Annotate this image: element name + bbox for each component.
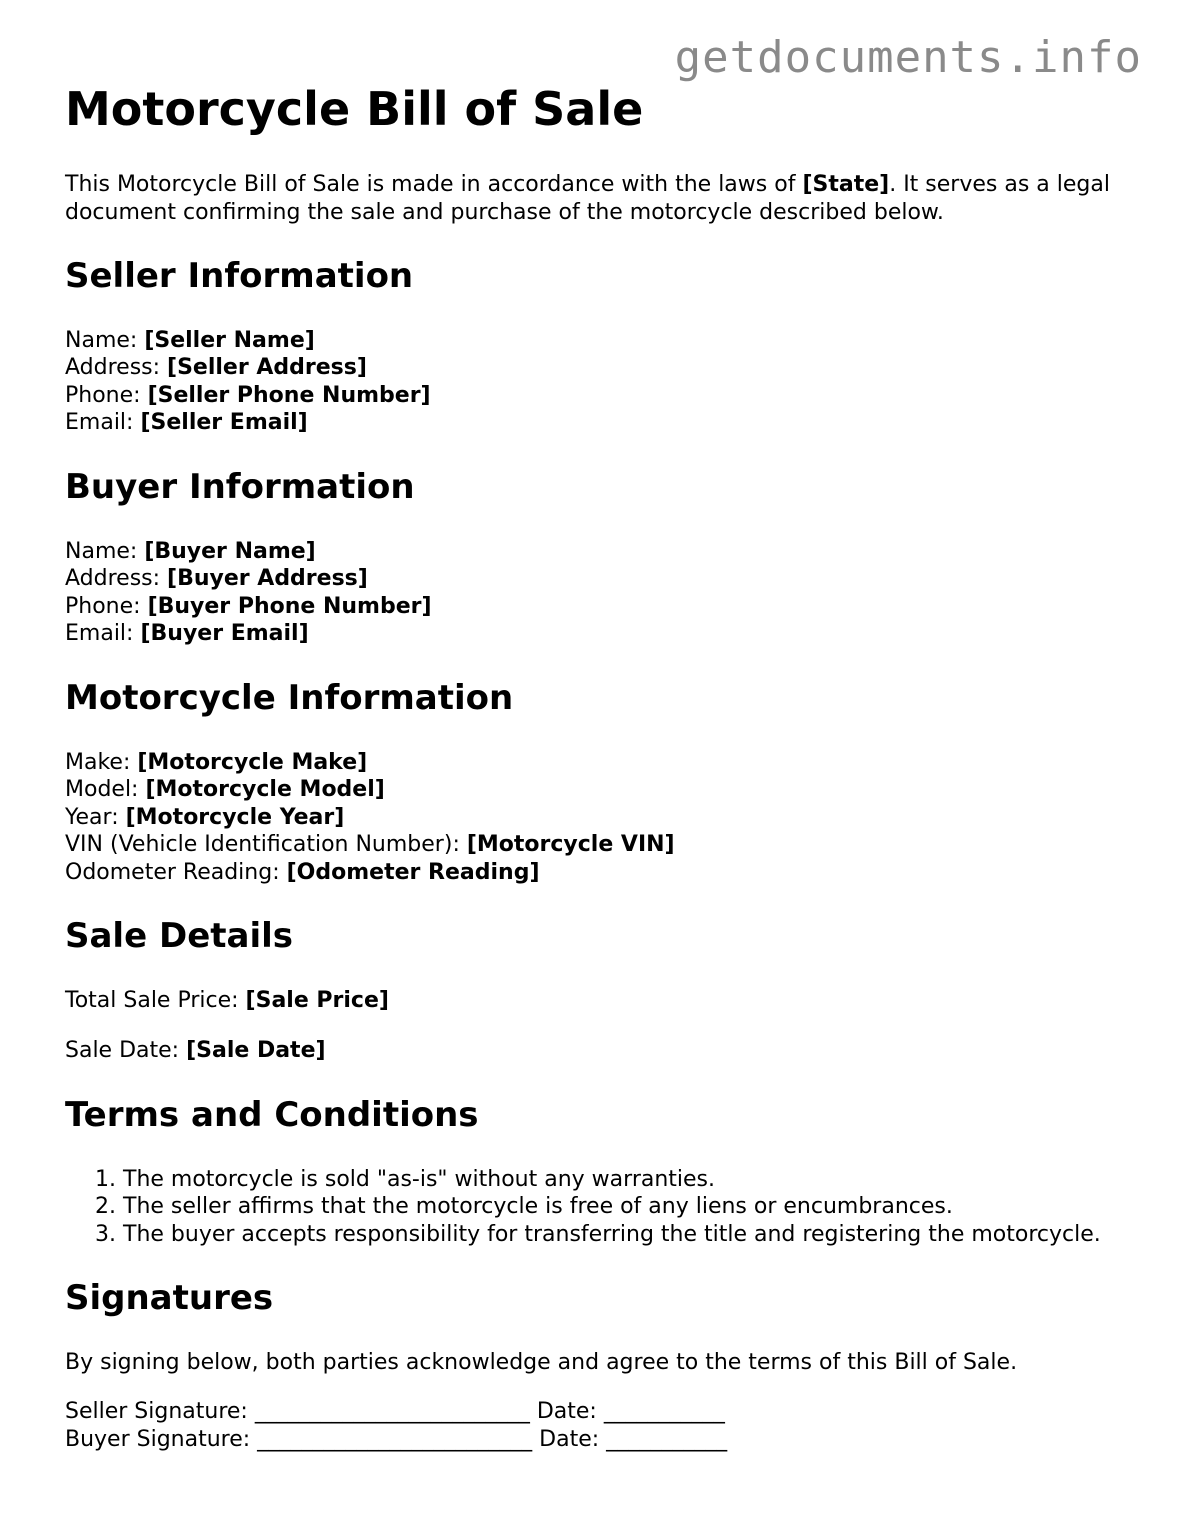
field-label: Phone: [65, 382, 148, 408]
field-label: Name: [65, 538, 145, 564]
field-label: Sale Date: [65, 1038, 187, 1064]
seller-phone-line [65, 382, 1125, 410]
field-value: [Buyer Phone Number] [147, 593, 432, 619]
field-value: [Motorcycle Year] [125, 804, 345, 830]
field-value: [Odometer Reading] [286, 859, 540, 885]
field-value: [Buyer Email] [140, 621, 309, 647]
intro-paragraph [65, 171, 1125, 226]
buyer-name-line [65, 538, 1125, 566]
terms-list [65, 1166, 1125, 1249]
field-value: [Motorcycle Model] [145, 777, 385, 803]
field-label: Odometer Reading: [65, 859, 287, 885]
motorcycle-year-line [65, 804, 1125, 832]
buyer-heading: Buyer Information [65, 466, 415, 507]
seller-name-line [65, 327, 1125, 355]
seller-email-line [65, 409, 1125, 437]
field-label: Model: [65, 777, 146, 803]
buyer-signature-line: Buyer Signature: _________________________ Date: ___________ [65, 1426, 728, 1452]
field-value: [Sale Price] [245, 987, 389, 1013]
buyer-email-line [65, 620, 1125, 648]
signatures-intro: By signing below, both parties acknowledge and agree to the terms of this Bill of Sale. [65, 1349, 1018, 1375]
motorcycle-heading: Motorcycle Information [65, 677, 514, 718]
field-label: Total Sale Price: [65, 987, 246, 1013]
field-value: [Seller Phone Number] [147, 382, 431, 408]
sale-heading: Sale Details [65, 916, 294, 957]
sale-date-line [65, 1037, 1125, 1065]
seller-fields [65, 327, 1125, 437]
field-label: Make: [65, 749, 138, 775]
field-label: Email: [65, 621, 141, 647]
field-label: Year: [65, 804, 126, 830]
field-value: [Motorcycle VIN] [466, 832, 675, 858]
motorcycle-vin-line [65, 831, 1125, 859]
sale-price-line [65, 987, 1125, 1015]
seller-heading: Seller Information [65, 256, 414, 297]
motorcycle-make-line [65, 749, 1125, 777]
terms-item: 2. The seller affirms that the motorcycle is free of any liens or encumbrances. [123, 1193, 1125, 1221]
buyer-fields [65, 538, 1125, 648]
buyer-phone-line [65, 593, 1125, 621]
field-label: Email: [65, 410, 141, 436]
intro-text-before: This Motorcycle Bill of Sale is made in accordance with the laws of [65, 172, 803, 198]
motorcycle-odometer-line [65, 859, 1125, 887]
motorcycle-fields [65, 749, 1125, 887]
field-value: [Buyer Name] [144, 538, 316, 564]
field-label: Name: [65, 327, 145, 353]
watermark: getdocuments.info [674, 32, 1142, 83]
field-value: [Buyer Address] [167, 566, 368, 592]
field-value: [Sale Date] [186, 1038, 326, 1064]
buyer-address-line [65, 565, 1125, 593]
document-page [65, 82, 1125, 1453]
page-title: Motorcycle Bill of Sale [65, 82, 644, 136]
seller-address-line [65, 354, 1125, 382]
signatures-heading: Signatures [65, 1278, 274, 1319]
terms-item: 1. The motorcycle is sold "as-is" without any warranties. [123, 1166, 1125, 1194]
terms-item: 3. The buyer accepts responsibility for transferring the title and registering the motorcycle. [123, 1221, 1125, 1249]
seller-signature-line: Seller Signature: _________________________ Date: ___________ [65, 1399, 725, 1425]
state-placeholder: [State] [802, 172, 890, 198]
field-label: Phone: [65, 593, 148, 619]
terms-heading: Terms and Conditions [65, 1094, 479, 1135]
field-value: [Seller Name] [144, 327, 315, 353]
field-value: [Seller Address] [167, 355, 367, 381]
field-value: [Seller Email] [140, 410, 308, 436]
field-label: VIN (Vehicle Identification Number): [65, 832, 467, 858]
intro-text-after: . It serves as a legal document confirming the sale and purchase of the motorcycle described below. [65, 172, 1110, 225]
field-value: [Motorcycle Make] [137, 749, 368, 775]
field-label: Address: [65, 355, 168, 381]
field-label: Address: [65, 566, 168, 592]
motorcycle-model-line [65, 776, 1125, 804]
